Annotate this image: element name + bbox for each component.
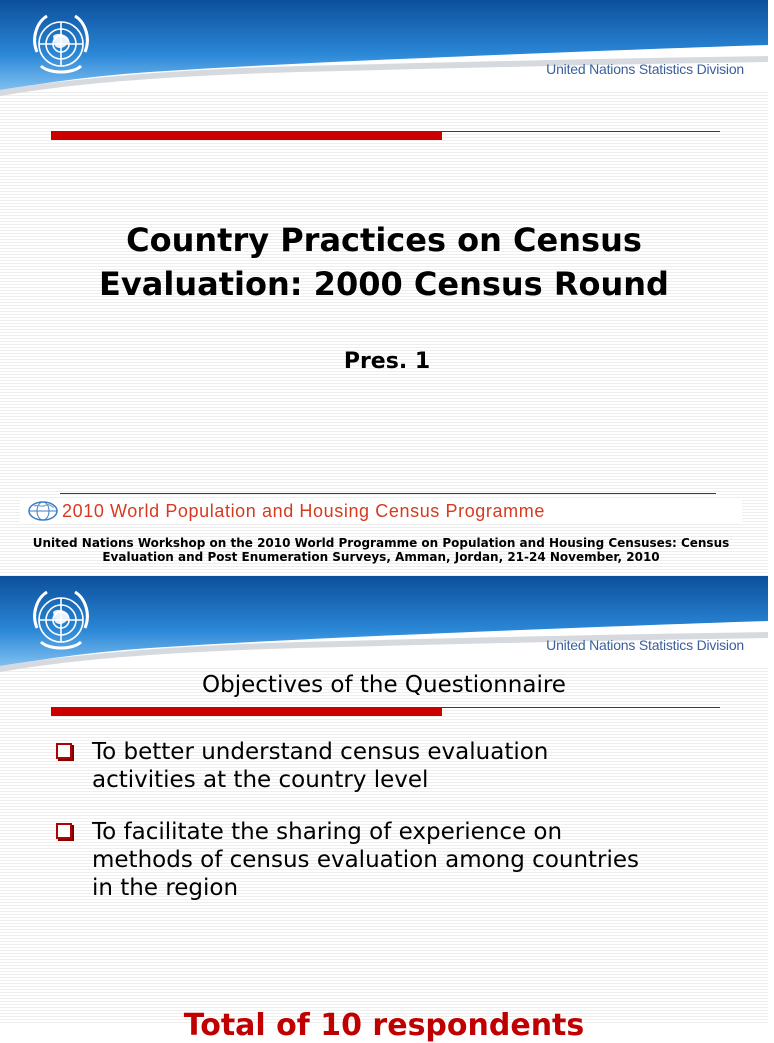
checkbox-bullet-icon <box>56 823 72 839</box>
red-divider-thin <box>442 707 720 708</box>
list-item <box>52 738 732 794</box>
census-globe-icon <box>26 500 60 522</box>
division-label: United Nations Statistics Division <box>546 637 744 653</box>
slide-subtitle: Pres. 1 <box>343 349 431 374</box>
list-item <box>52 818 732 902</box>
objectives-list <box>52 738 732 926</box>
bullet-line-2: methods of census evaluation among countries <box>92 847 640 873</box>
respondents-total: Total of 10 respondents <box>183 1008 585 1043</box>
slide-2 <box>0 576 768 1043</box>
slide-heading: Objectives of the Questionnaire <box>202 672 566 698</box>
un-emblem-icon <box>23 584 99 660</box>
workshop-line-1: United Nations Workshop on the 2010 World Programme on Population and Housing Censuses: Census <box>32 536 730 550</box>
slide-title <box>0 218 768 306</box>
workshop-line-2: Evaluation and Post Enumeration Surveys, Amman, Jordan, 21-24 November, 2010 <box>102 550 660 564</box>
title-line-1: Country Practices on Census <box>126 221 642 259</box>
bullet-line-1: To better understand census evaluation <box>92 739 549 765</box>
bullet-line-2: activities at the country level <box>92 767 429 793</box>
programme-banner <box>20 498 742 524</box>
checkbox-bullet-icon <box>56 743 72 759</box>
programme-divider <box>60 493 716 494</box>
bullet-line-1: To facilitate the sharing of experience on <box>92 819 563 845</box>
red-divider-thick <box>51 131 442 140</box>
bullet-line-3: in the region <box>92 875 239 901</box>
division-label: United Nations Statistics Division <box>546 61 744 77</box>
title-line-2: Evaluation: 2000 Census Round <box>99 265 669 303</box>
red-divider-thick <box>51 707 442 716</box>
red-divider-thin <box>442 131 720 132</box>
workshop-caption <box>20 536 742 564</box>
un-emblem-icon <box>23 8 99 84</box>
programme-title: 2010 World Population and Housing Census Programme <box>62 501 545 521</box>
